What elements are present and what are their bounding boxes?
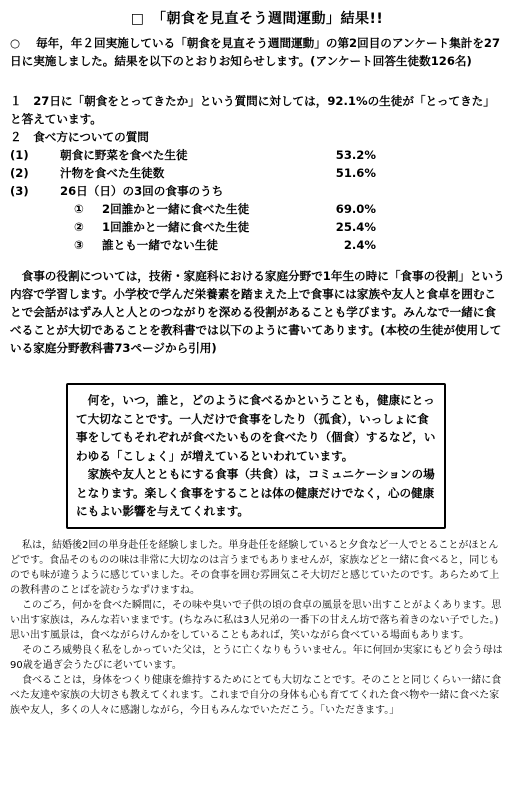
circled-number-icon: ① bbox=[74, 202, 84, 216]
result-label: 1回誰かと一緒に食べた生徒 bbox=[102, 220, 250, 234]
result-value: 51.6% bbox=[335, 166, 376, 180]
quote-paragraph: 家族や友人とともにする食事（共食）は，コミュニケーションの場となります。楽しく食事をすることは体の健康だけでなく，心の健康にもよい影響を与えてくれます。 bbox=[76, 467, 435, 518]
result-number: (3) bbox=[10, 184, 29, 198]
result-label: 2回誰かと一緒に食べた生徒 bbox=[102, 202, 250, 216]
result-row bbox=[10, 164, 506, 182]
result-number: (2) bbox=[10, 166, 29, 180]
result-value: 25.4% bbox=[335, 220, 376, 234]
intro-text: 毎年，年２回実施している「朝食を見直そう週間運動」の第2回目のアンケート集計を27日に実施しました。結果を以下のとおりお知らせします。(アンケート回答生徒数126名) bbox=[10, 36, 501, 68]
intro-paragraph bbox=[10, 34, 506, 70]
page-title: □ 「朝食を見直そう週間運動」結果!! bbox=[130, 11, 384, 27]
result-number: (1) bbox=[10, 148, 29, 162]
meal-role-paragraph: 食事の役割については，技術・家庭科における家庭分野で1年生の時に「食事の役割」という内容で学習します。小学校で学んだ栄養素を踏まえた上で食事には家族や友人と食卓を囲むことで会話がはずみ人と人とのつながりを深める役割があることも学びます。みんなで一緒に食べることが大切であることを教科書では以下のように書いてあります。(本校の生徒が使用している家庭分野教科書73ページから引用) bbox=[10, 269, 505, 355]
result-label: 朝食に野菜を食べた生徒 bbox=[60, 148, 188, 162]
result-subrow bbox=[10, 200, 506, 218]
essay-section bbox=[10, 538, 506, 718]
result-label: 汁物を食べた生徒数 bbox=[60, 166, 165, 180]
result-subrow bbox=[10, 236, 506, 254]
result-row bbox=[10, 146, 506, 164]
result-subrow bbox=[10, 218, 506, 236]
quote-paragraph: 何を，いつ，誰と，どのように食べるかということも，健康にとって大切なことです。一人だけで食事をしたり（孤食），いっしょに食事をしてもそれぞれが食べたいものを食べたり（個食）するなど，いわゆる「こしょく」が増えているといわれています。 bbox=[76, 393, 436, 463]
essay-paragraph: そのころ威勢良く私をしかっていた父は，とうに亡くなりもういません。年に何回か実家にもどり会う母は90歳を過ぎ会うたびに老いています。 bbox=[10, 645, 503, 671]
result-value: 2.4% bbox=[343, 238, 376, 252]
question-1-result: １ 27日に「朝食をとってきたか」という質問に対しては，92.1%の生徒が「とってきた」と答えています。 bbox=[10, 94, 495, 126]
circled-number-icon: ③ bbox=[74, 238, 84, 252]
result-value: 69.0% bbox=[335, 202, 376, 216]
result-row bbox=[10, 182, 506, 200]
result-label: 26日（日）の3回の食事のうち bbox=[60, 184, 224, 198]
textbook-quote-box bbox=[66, 383, 446, 529]
question-2-heading: ２ 食べ方についての質問 bbox=[10, 130, 149, 144]
circled-number-icon: ② bbox=[74, 220, 84, 234]
essay-paragraph: 私は，結婚後2回の単身赴任を経験しました。単身赴任を経験していると夕食など一人でとることがほとんどです。食品そのものの味は非常に大切なのは言うまでもありませんが，家族などと一緒に食べると，同じものでも味が違うように感じていました。その食事を囲む雰囲気こそ大切だと感じていたのです。あらためて上の教科書のことばを読むうなずけますね。 bbox=[10, 540, 500, 596]
result-value: 53.2% bbox=[335, 148, 376, 162]
essay-paragraph: 食べることは，身体をつくり健康を維持するためにとても大切なことです。そのことと同じくらい一緒に食べた友達や家族の大切さも教えてくれます。これまで自分の身体も心も育ててくれた食べ物や一緒に食べた家族や友人，多くの人々に感謝しながら，今日もみんなでいただこう。「いただきます。」 bbox=[10, 675, 502, 716]
essay-paragraph: このごろ，何かを食べた瞬間に，その味や臭いで子供の頃の食卓の風景を思い出すことがよくあります。思い出す家族は，みんな若いままです。(ちなみに私は3人兄弟の一番下の甘えん坊で落ち着きのない子でした。)思い出す風景は，食べながらけんかをしていることもあれば，笑いながら食べている場面もあります。 bbox=[10, 600, 502, 641]
bullet-circle-icon: ○ bbox=[10, 36, 21, 50]
result-label: 誰とも一緒でない生徒 bbox=[102, 238, 218, 252]
